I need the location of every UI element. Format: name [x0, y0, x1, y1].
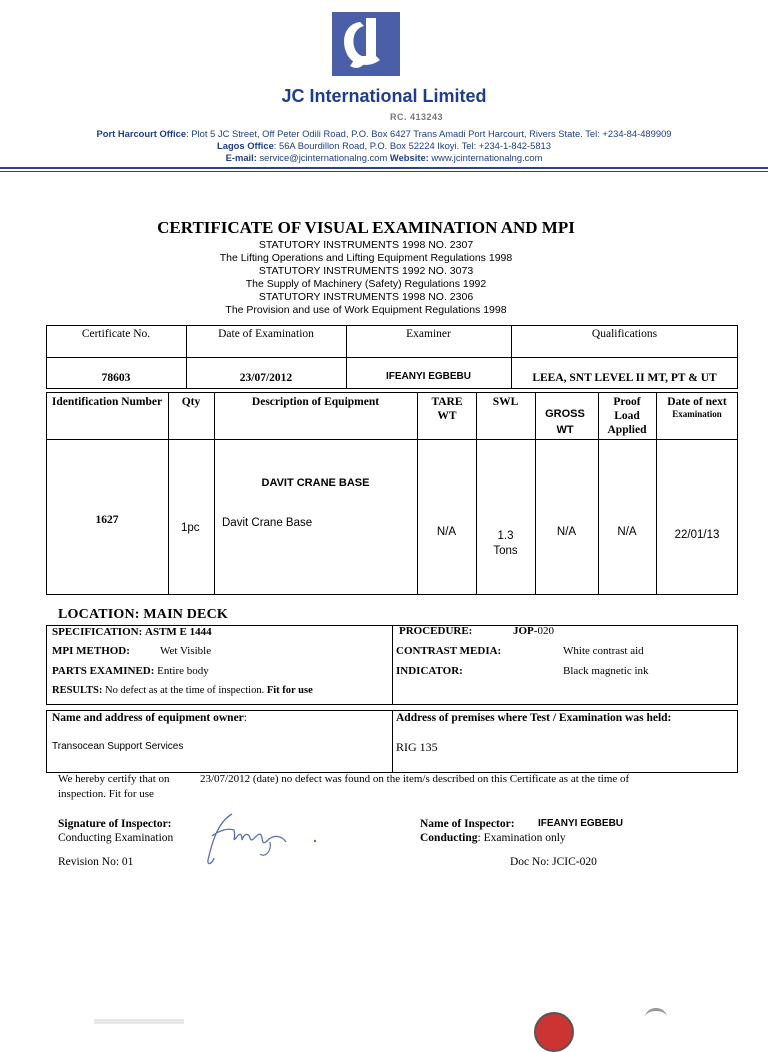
swl-unit: Tons	[493, 545, 518, 557]
document-number: Doc No: JCIC-020	[510, 856, 597, 868]
tare-value: N/A	[436, 526, 457, 538]
qualifications-value: LEEA, SNT LEVEL II MT, PT & UT	[532, 372, 717, 384]
proof-load-header: Proof Load Applied	[607, 396, 647, 436]
quality-mark-icon	[645, 1008, 667, 1027]
gross-value: N/A	[556, 526, 577, 538]
regulation-line: The Provision and use of Work Equipment Regulations 1998	[225, 304, 507, 316]
indicator-value: Black magnetic ink	[563, 665, 649, 677]
inspector-name-value: IFEANYI EGBEBU	[538, 818, 624, 829]
company-logo	[330, 12, 402, 76]
table-divider	[46, 439, 738, 440]
lagos-label: Lagos Office	[217, 140, 274, 151]
examiner-value: IFEANYI EGBEBU	[385, 371, 471, 382]
next-exam-header: Date of next	[667, 396, 727, 408]
location: LOCATION: MAIN DECK	[58, 607, 228, 622]
table-divider	[417, 392, 418, 595]
rc-number: RC. 413243	[390, 112, 444, 122]
contrast-media-label: CONTRAST MEDIA:	[396, 645, 502, 657]
signature-label: Signature of Inspector:	[58, 818, 172, 830]
proof-load-value: N/A	[617, 526, 637, 538]
inspector-name-row	[420, 818, 515, 830]
qualifications-header: Qualifications	[591, 328, 658, 340]
procedure-label: PROCEDURE:	[399, 625, 473, 637]
swl-header: SWL	[492, 396, 519, 408]
certificate-title: CERTIFICATE OF VISUAL EXAMINATION AND MPI	[157, 218, 575, 237]
equipment-title: DAVIT CRANE BASE	[261, 477, 370, 489]
exam-date-value: 23/07/2012	[239, 372, 293, 384]
contrast-media-value: White contrast aid	[563, 645, 644, 657]
swl-value: 1.3	[497, 530, 514, 542]
website-label: Website:	[389, 152, 429, 163]
qty-value: 1pc	[181, 522, 200, 534]
port-harcourt-address	[0, 128, 768, 139]
company-name: JC International Limited	[281, 86, 487, 106]
description-header: Description of Equipment	[251, 396, 380, 408]
mpi-method-label: MPI METHOD:	[52, 645, 130, 657]
results-value: No defect as at the time of inspection.	[105, 685, 265, 696]
table-divider	[392, 625, 393, 705]
owner-label: Name and address of equipment owner:	[52, 712, 247, 724]
lagos-address	[0, 140, 768, 151]
specification-label: SPECIFICATION:	[52, 626, 143, 638]
regulation-line: The Lifting Operations and Lifting Equipment Regulations 1998	[219, 252, 513, 264]
email-address: service@jcinternationalng.com	[256, 152, 390, 163]
email-label: E-mail:	[225, 152, 257, 163]
ph-label: Port Harcourt Office	[96, 128, 187, 139]
revision-number: Revision No: 01	[58, 856, 134, 868]
equipment-description: Davit Crane Base	[222, 517, 313, 529]
regulation-line: STATUTORY INSTRUMENTS 1998 NO. 2307	[258, 239, 474, 251]
parts-examined-value: Entire body	[157, 665, 209, 677]
certification-seal-icon	[534, 1012, 574, 1052]
examiner-header: Examiner	[406, 328, 451, 340]
certificate-no-header: Certificate No.	[81, 328, 151, 340]
identification-value: 1627	[95, 514, 119, 526]
table-divider	[656, 392, 657, 595]
procedure-value: JOP-020	[513, 625, 554, 637]
ph-address-text: : Plot 5 JC Street, Off Peter Odili Road, P.O. Box 6427 Trans Amadi Port Harcourt, Rivers State. Tel: +234-84-489909	[186, 128, 672, 139]
next-exam-value: 22/01/13	[674, 529, 720, 541]
mpi-method-value: Wet Visible	[160, 645, 212, 657]
regulation-line: STATUTORY INSTRUMENTS 1992 NO. 3073	[258, 265, 474, 277]
header-rule-thin	[0, 171, 768, 172]
parts-examined-row	[52, 665, 209, 677]
tare-header: TARE WT	[431, 396, 463, 422]
results-row	[52, 685, 313, 696]
regulation-line: The Supply of Machinery (Safety) Regulations 1992	[245, 278, 487, 290]
certify-line-rest: 23/07/2012 (date) no defect was found on the item/s described on this Certificate as at the time of	[200, 773, 630, 785]
header-rule	[0, 167, 768, 169]
conducting-row	[420, 832, 566, 844]
premises-label: Address of premises where Test / Examination was held:	[396, 712, 672, 724]
identification-header: Identification Number	[51, 396, 163, 408]
exam-date-header: Date of Examination	[218, 328, 314, 340]
certificate-no-value: 78603	[101, 372, 131, 384]
qty-header: Qty	[181, 396, 201, 408]
owner-value: Transocean Support Services	[52, 741, 184, 752]
results-label: RESULTS:	[52, 685, 103, 696]
parts-examined-label: PARTS EXAMINED:	[52, 665, 155, 677]
conducting-value: : Examination only	[477, 832, 566, 844]
website-address: www.jcinternationalng.com	[428, 152, 543, 163]
table-divider	[476, 392, 477, 595]
accreditation-logo	[94, 1019, 184, 1024]
results-fit: Fit for use	[266, 685, 313, 696]
next-exam-subheader: Examination	[672, 409, 722, 419]
table-divider	[214, 392, 215, 595]
table-divider	[535, 392, 536, 595]
specification-value: ASTM E 1444	[145, 626, 212, 638]
indicator-label: INDICATOR:	[396, 665, 463, 677]
specification-row	[52, 626, 212, 638]
conducting-examination: Conducting Examination	[58, 832, 174, 844]
contact-line	[0, 152, 768, 163]
table-divider	[168, 392, 169, 595]
certify-line-start: We hereby certify that on	[58, 773, 170, 785]
inspector-signature	[198, 808, 328, 868]
inspector-name-label: Name of Inspector:	[420, 818, 515, 830]
regulation-line: STATUTORY INSTRUMENTS 1998 NO. 2306	[258, 291, 474, 303]
table-divider	[46, 357, 738, 358]
certify-line-2: inspection. Fit for use	[58, 788, 154, 800]
lagos-address-text: : 56A Bourdillon Road, P.O. Box 52224 Ikoyi. Tel: +234-1-842-5813	[273, 140, 551, 151]
gross-header: GROSS WT	[545, 408, 585, 436]
table-divider	[392, 710, 393, 773]
conducting-label: Conducting	[420, 832, 478, 844]
premises-value: RIG 135	[396, 740, 438, 754]
table-divider	[598, 392, 599, 595]
